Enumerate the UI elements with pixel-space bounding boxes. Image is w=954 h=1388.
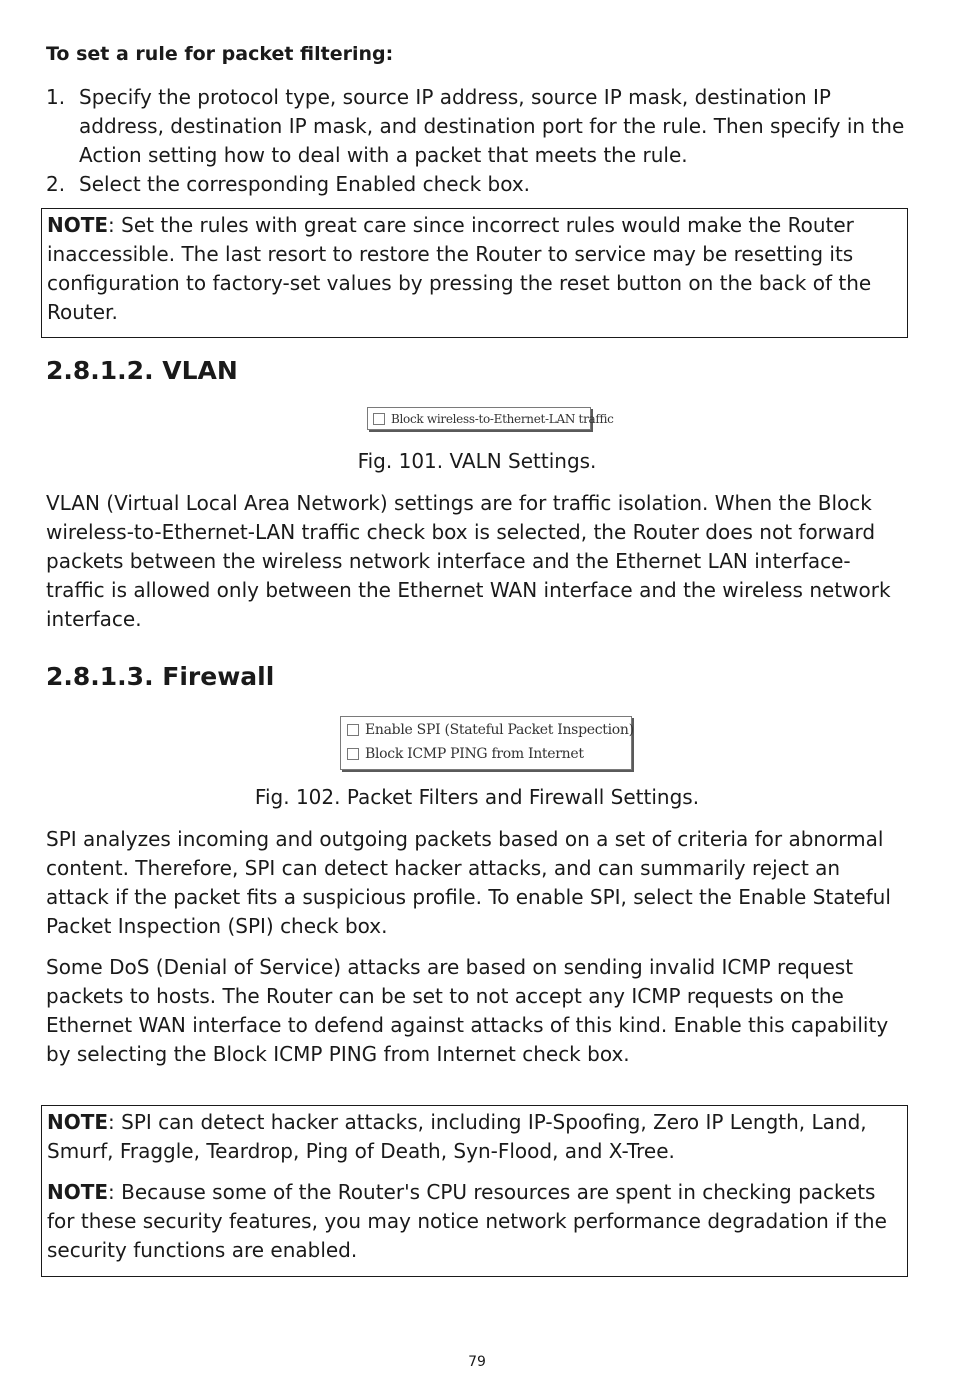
note-label: NOTE xyxy=(47,213,109,237)
vlan-checkbox-row xyxy=(368,408,614,429)
icmp-checkbox-label: Block ICMP PING from Internet xyxy=(365,746,584,762)
icmp-description: Some DoS (Denial of Service) attacks are based on sending invalid ICMP request packets to hosts. The Router can be set to not accept any ICMP requests on the Ethernet WAN interface to defend against attacks of this kind. Enable this capability by selecting the Block ICMP PING from Internet check box. xyxy=(46,955,889,1066)
step-text: Specify the protocol type, source IP address, source IP mask, destination IP address, destination IP mask, and destination port for the rule. Then specify in the Action setting how to deal with a packet that meets the rule. xyxy=(79,85,905,167)
note-text: : Set the rules with great care since incorrect rules would make the Router inaccessible. The last resort to restore the Router to service may be resetting its configuration to factory-set values by pressing the reset button on the back of the Router. xyxy=(47,213,872,324)
vlan-settings-screenshot xyxy=(367,407,614,430)
firewall-settings-screenshot xyxy=(340,716,632,770)
figure-caption-102: Fig. 102. Packet Filters and Firewall Settings. xyxy=(254,785,700,809)
note-label: NOTE xyxy=(47,1110,109,1134)
section-heading-firewall: 2.8.1.3. Firewall xyxy=(46,662,275,691)
section-heading-vlan: 2.8.1.2. VLAN xyxy=(46,356,238,385)
spi-checkbox-label: Enable SPI (Stateful Packet Inspection) xyxy=(365,722,634,738)
vlan-description: VLAN (Virtual Local Area Network) settings are for traffic isolation. When the Block wireless-to-Ethernet-LAN traffic check box is selected, the Router does not forward packets between the wireless network interface and the Ethernet LAN interface-traffic is allowed only between the Ethernet WAN interface and the wireless network interface. xyxy=(46,491,891,631)
note-box-packet-filter xyxy=(41,208,908,338)
step-text: Select the corresponding Enabled check box. xyxy=(79,172,531,196)
step-number: 1. xyxy=(46,85,66,109)
step-number: 2. xyxy=(46,172,66,196)
checkbox-icon xyxy=(347,748,359,760)
procedure-steps xyxy=(46,83,908,199)
spi-checkbox-row xyxy=(341,718,634,742)
note-text: : Because some of the Router's CPU resources are spent in checking packets for these security features, you may notice network performance degradation if the security functions are enabled. xyxy=(47,1180,887,1262)
step-item xyxy=(46,170,908,199)
icmp-checkbox-row xyxy=(341,742,631,766)
spi-description: SPI analyzes incoming and outgoing packets based on a set of criteria for abnormal content. Therefore, SPI can detect hacker attacks, and can summarily reject an attack if the packet fits a suspicious profile. To enable SPI, select the Enable Stateful Packet Inspection (SPI) check box. xyxy=(46,827,891,938)
note-label: NOTE xyxy=(47,1180,109,1204)
page-number: 79 xyxy=(468,1354,486,1370)
checkbox-icon xyxy=(373,413,385,425)
checkbox-icon xyxy=(347,724,359,736)
note-paragraph xyxy=(47,1108,901,1166)
step-item xyxy=(46,83,908,170)
note-paragraph xyxy=(47,1178,901,1265)
procedure-lead: To set a rule for packet filtering: xyxy=(46,43,394,65)
figure-caption-101: Fig. 101. VALN Settings. xyxy=(357,449,597,473)
note-text: : SPI can detect hacker attacks, including IP-Spoofing, Zero IP Length, Land, Smurf, Fraggle, Teardrop, Ping of Death, Syn-Flood, and X-Tree. xyxy=(47,1110,867,1163)
note-box-firewall xyxy=(41,1105,908,1277)
vlan-checkbox-label: Block wireless-to-Ethernet-LAN traffic xyxy=(391,411,614,426)
